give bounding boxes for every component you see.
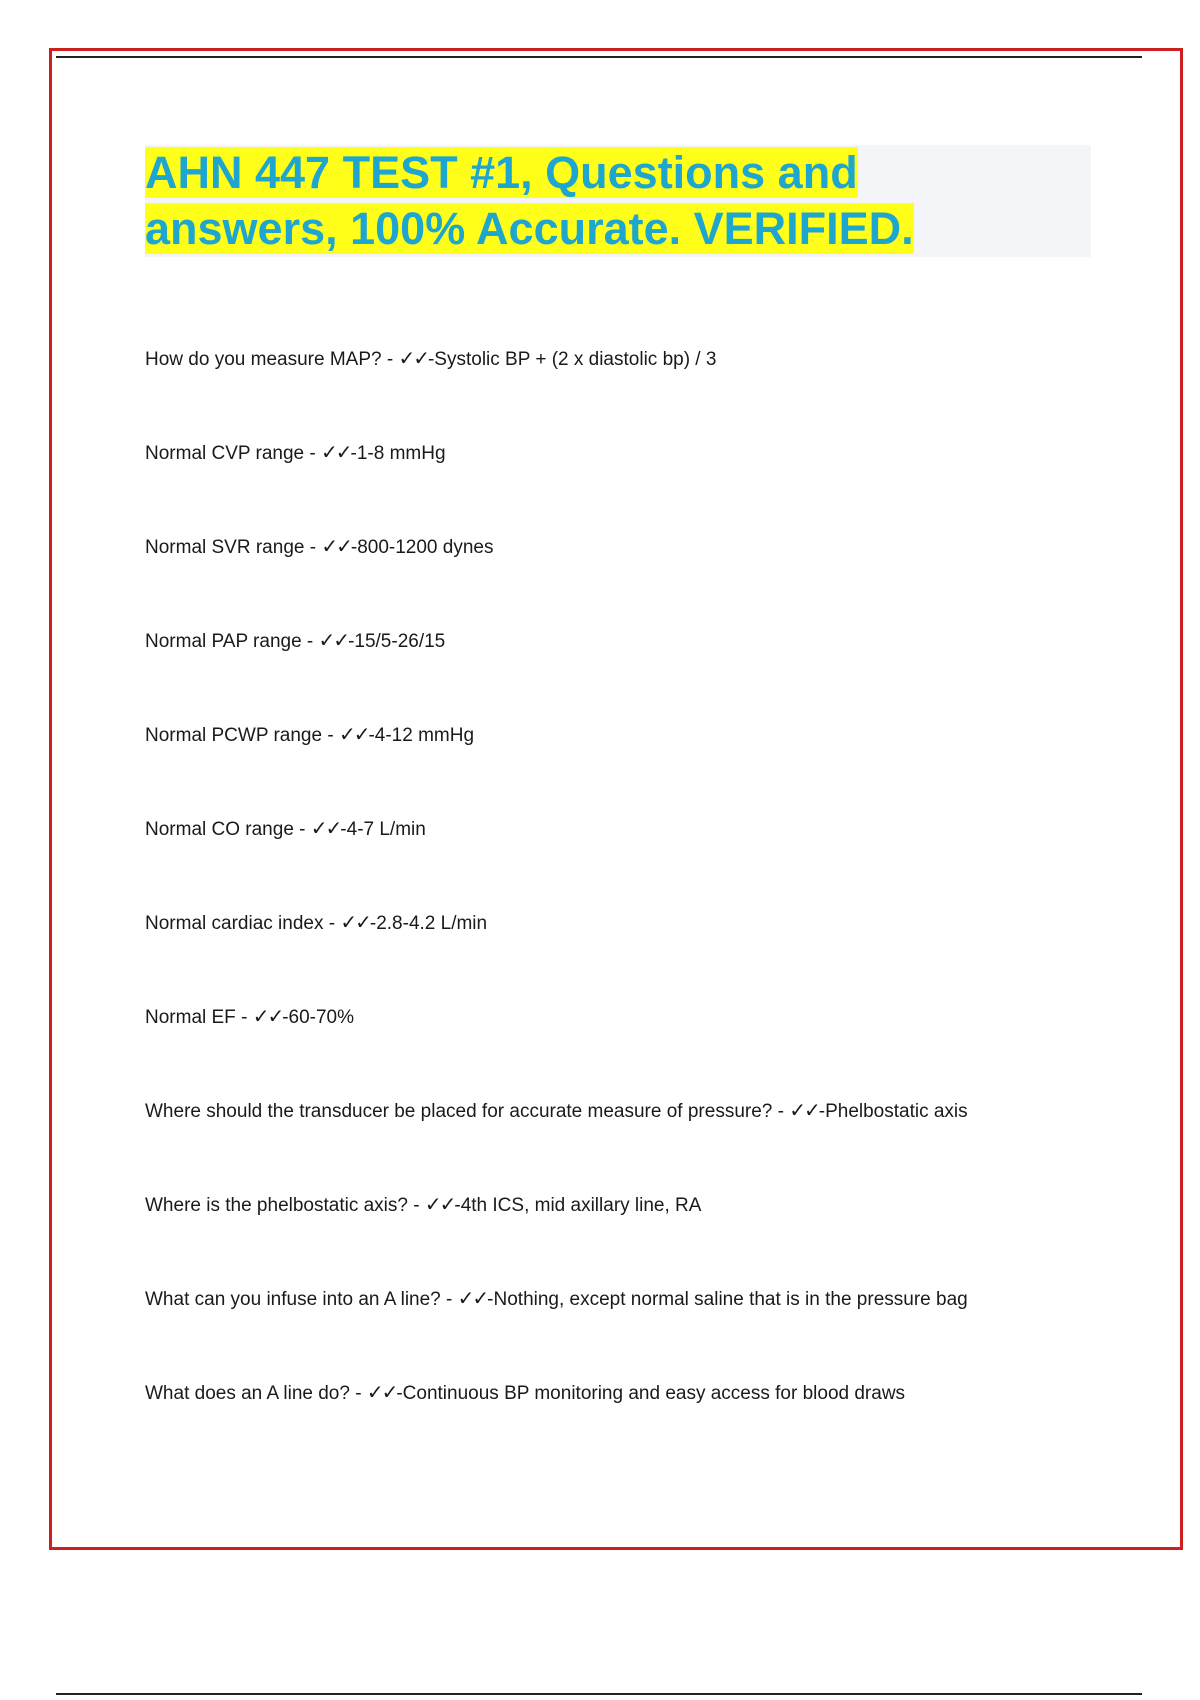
separator: - bbox=[349, 1383, 367, 1404]
answer-prefix: - bbox=[368, 725, 375, 746]
qa-item bbox=[145, 1098, 1135, 1192]
qa-item bbox=[145, 628, 1135, 722]
answer-text: 15/5-26/15 bbox=[354, 631, 446, 652]
question-text: What can you infuse into an A line? bbox=[145, 1289, 441, 1310]
answer-prefix: - bbox=[282, 1007, 289, 1028]
question-text: Normal EF bbox=[145, 1007, 236, 1028]
answer-prefix: - bbox=[369, 913, 377, 934]
answer-prefix: - bbox=[396, 1383, 403, 1404]
double-check-icon: ✓✓ bbox=[340, 910, 370, 934]
qa-item bbox=[145, 440, 1135, 534]
answer-text: Continuous BP monitoring and easy access for blood draws bbox=[402, 1383, 906, 1404]
title-highlight: AHN 447 TEST #1, Questions and answers, 100% Accurate. VERIFIED. bbox=[145, 147, 914, 254]
double-check-icon: ✓✓ bbox=[338, 722, 369, 746]
qa-item bbox=[145, 534, 1135, 628]
answer-prefix: - bbox=[340, 819, 347, 840]
double-check-icon: ✓✓ bbox=[310, 816, 341, 840]
double-check-icon: ✓✓ bbox=[318, 628, 349, 652]
separator: - bbox=[407, 1195, 425, 1216]
qa-item bbox=[145, 1286, 1135, 1380]
double-check-icon: ✓✓ bbox=[398, 346, 428, 370]
question-text: Normal PAP range bbox=[145, 631, 302, 652]
qa-item bbox=[145, 722, 1135, 816]
double-check-icon: ✓✓ bbox=[424, 1192, 455, 1216]
separator: - bbox=[772, 1101, 790, 1122]
answer-text: 4-7 L/min bbox=[346, 819, 426, 840]
answer-text: Phelbostatic axis bbox=[825, 1101, 968, 1122]
question-text: Where is the phelbostatic axis? bbox=[145, 1195, 408, 1216]
answer-text: Nothing, except normal saline that is in the pressure bag bbox=[493, 1289, 968, 1310]
qa-item bbox=[145, 1380, 1135, 1474]
double-check-icon: ✓✓ bbox=[252, 1004, 283, 1028]
double-check-icon: ✓✓ bbox=[321, 440, 351, 464]
answer-text: 2.8-4.2 L/min bbox=[376, 913, 488, 934]
separator: - bbox=[381, 349, 399, 370]
answer-prefix: - bbox=[487, 1289, 494, 1310]
separator: - bbox=[440, 1289, 458, 1310]
question-text: Normal cardiac index bbox=[145, 913, 324, 934]
question-text: How do you measure MAP? bbox=[145, 349, 382, 370]
qa-list bbox=[145, 346, 1135, 1474]
separator: - bbox=[304, 537, 322, 558]
separator: - bbox=[322, 725, 339, 746]
double-check-icon: ✓✓ bbox=[789, 1098, 819, 1122]
answer-prefix: - bbox=[454, 1195, 461, 1216]
question-text: Normal SVR range bbox=[145, 537, 305, 558]
question-text: Normal CO range bbox=[145, 819, 294, 840]
separator: - bbox=[304, 443, 321, 464]
qa-item bbox=[145, 910, 1135, 1004]
separator: - bbox=[235, 1007, 253, 1028]
double-check-icon: ✓✓ bbox=[321, 534, 351, 558]
question-text: What does an A line do? bbox=[145, 1383, 350, 1404]
question-text: Normal PCWP range bbox=[145, 725, 323, 746]
qa-item bbox=[145, 1004, 1135, 1098]
answer-text: 1-8 mmHg bbox=[356, 443, 446, 464]
qa-item bbox=[145, 346, 1135, 440]
answer-prefix: - bbox=[427, 349, 435, 370]
separator: - bbox=[323, 913, 341, 934]
answer-text: Systolic BP + (2 x diastolic bp) / 3 bbox=[434, 349, 717, 370]
double-check-icon: ✓✓ bbox=[457, 1286, 488, 1310]
qa-item bbox=[145, 1192, 1135, 1286]
separator: - bbox=[301, 631, 319, 652]
double-check-icon: ✓✓ bbox=[366, 1380, 397, 1404]
qa-item bbox=[145, 816, 1135, 910]
separator: - bbox=[293, 819, 311, 840]
answer-text: 800-1200 dynes bbox=[357, 537, 494, 558]
answer-prefix: - bbox=[348, 631, 355, 652]
answer-text: 4-12 mmHg bbox=[374, 725, 475, 746]
document-title bbox=[145, 145, 1025, 257]
answer-prefix: - bbox=[350, 443, 357, 464]
bottom-divider bbox=[56, 1693, 1142, 1695]
question-text: Where should the transducer be placed for accurate measure of pressure? bbox=[145, 1101, 773, 1122]
answer-prefix: - bbox=[350, 537, 358, 558]
question-text: Normal CVP range bbox=[145, 443, 305, 464]
answer-prefix: - bbox=[818, 1101, 826, 1122]
answer-text: 4th ICS, mid axillary line, RA bbox=[460, 1195, 702, 1216]
answer-text: 60-70% bbox=[288, 1007, 355, 1028]
